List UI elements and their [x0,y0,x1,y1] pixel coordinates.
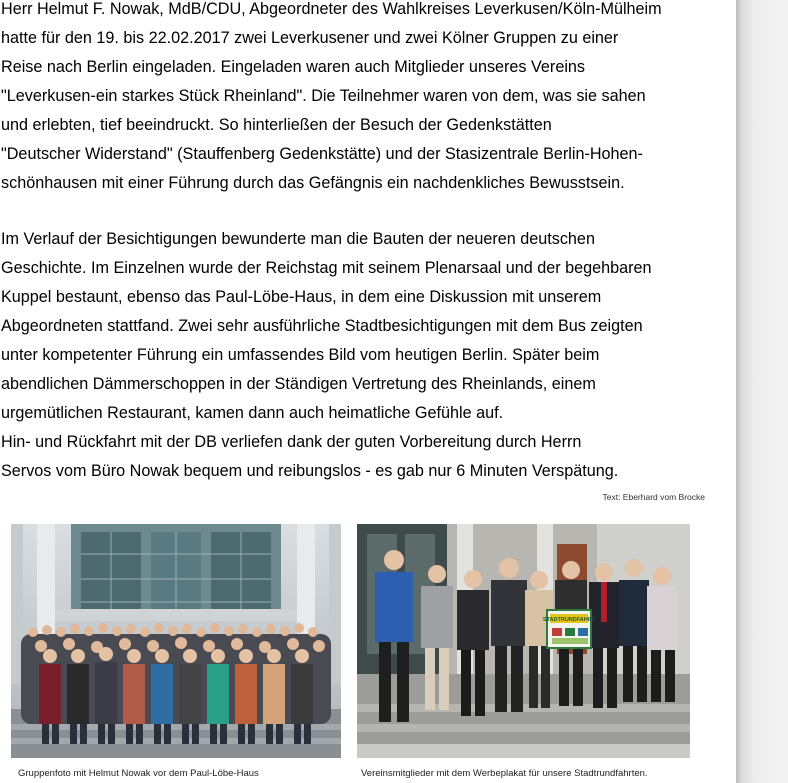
poster-text: STADTRUNDFAHRT [542,617,596,623]
photo-caption-1: Gruppenfoto mit Helmut Nowak vor dem Paul-Löbe-Haus [18,768,259,779]
members-with-poster-photo [357,524,690,758]
group-photo-paul-loebe-haus [11,524,341,758]
author-credit: Text: Eberhard vom Brocke [602,492,705,502]
page-shadow [736,0,788,783]
article-paragraph-1: Herr Helmut F. Nowak, MdB/CDU, Abgeordneter des Wahlkreises Leverkusen/Köln-Mülheim hatte für den 19. bis 22.02.2017 zwei Leverkusener und zwei Kölner Gruppen zu einer Reise nach Berlin eingeladen. Eingeladen waren auch Mitglieder unseres Vereins "Leverkusen-ein starkes Stück Rheinland". Die Teilnehmer waren von dem, was sie sahen und erlebten, tief beeindruckt. So hinterließen der Besuch der Gedenkstätten "Deutscher Widerstand" (Stauffenberg Gedenkstätte) und der Stasizentrale Berlin-Hohen- schönhausen mit einer Führung durch das Gefängnis ein nachdenkliches Bewusstsein. [1,0,662,192]
photo-caption-2: Vereinsmitglieder mit dem Werbeplakat für unsere Stadtrundfahrten. [361,768,648,779]
article-paragraph-2: Im Verlauf der Besichtigungen bewunderte man die Bauten der neueren deutschen Geschichte. Im Einzelnen wurde der Reichstag mit seinem Plenarsaal und der begehbaren Kuppel bestaunt, ebenso das Paul-Löbe-Haus, in dem eine Diskussion mit unserem Abgeordneten stattfand. Zwei sehr ausführliche Stadtbesichtigungen mit dem Bus zeigten unter kompetenter Führung ein umfassendes Bild vom heutigen Berlin. Später beim abendlichen Dämmerschoppen in der Ständigen Vertretung des Rheinlands, einem urgemütlichen Restaurant, kamen dann auch heimatliche Gefühle auf. Hin- und Rückfahrt mit der DB verliefen dank der guten Vorbereitung durch Herrn Servos vom Büro Nowak bequem und reibungslos - es gab nur 6 Minuten Verspätung. [1,230,652,480]
